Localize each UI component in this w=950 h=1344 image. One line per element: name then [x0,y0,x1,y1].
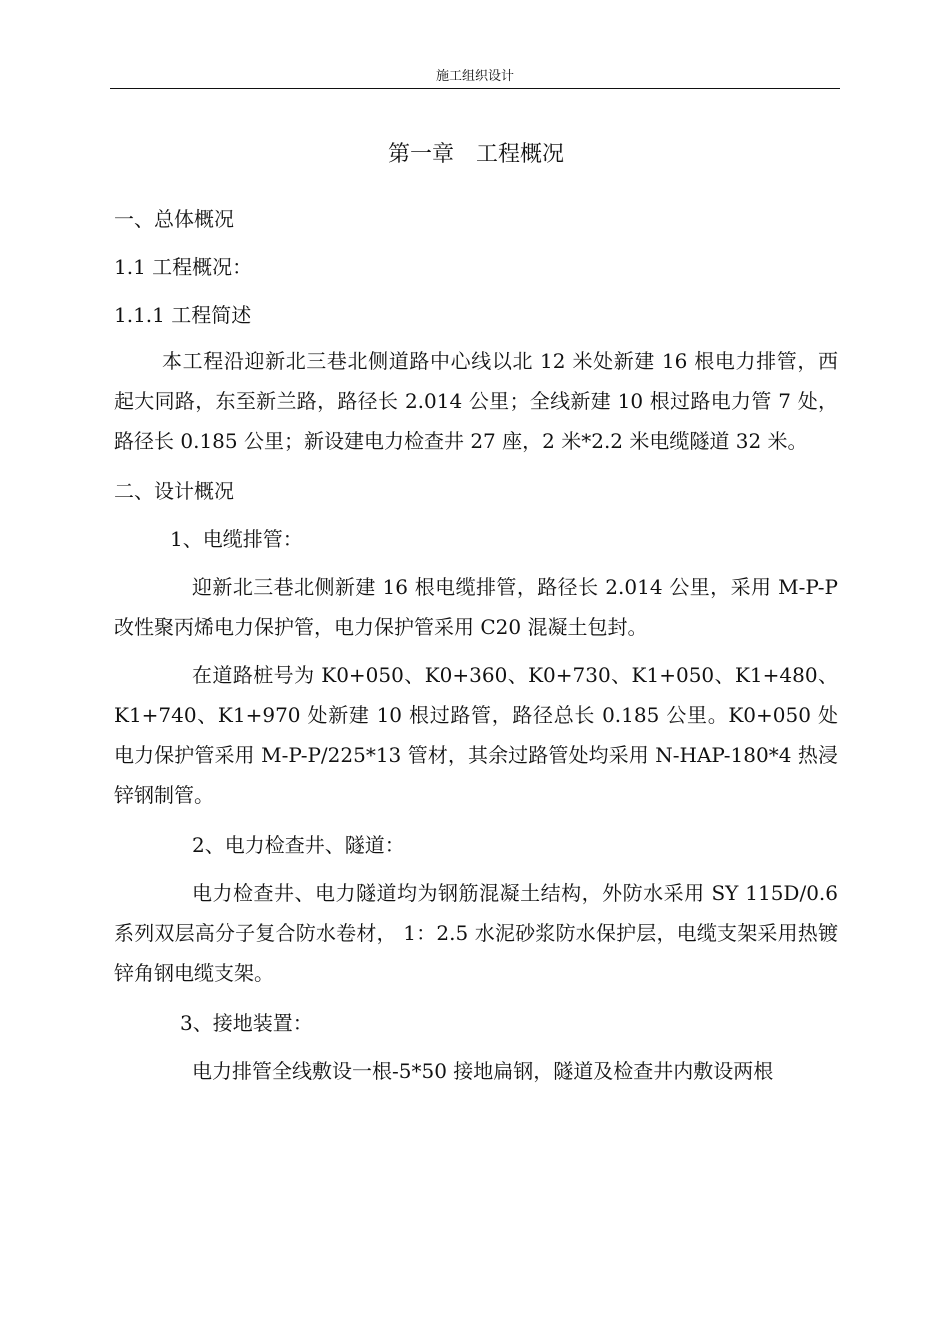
document-body [114,135,838,1099]
section-heading-overview: 一、总体概况 [114,207,234,231]
item-heading-inspection-well: 2、电力检查井、隧道： [192,833,405,857]
paragraph-inspection-well: 电力检查井、电力隧道均为钢筋混凝土结构，外防水采用 SY 115D/0.6 系列双层高分子复合防水卷材， 1：2.5 水泥砂浆防水保护层，电缆支架采用热镀锌角钢电缆支架。 [114,881,838,985]
paragraph-project-summary: 本工程沿迎新北三巷北侧道路中心线以北 12 米处新建 16 根电力排管，西起大同路，东至新兰路，路径长 2.014 公里；全线新建 10 根过路电力管 7 处，路径长 0.185 公里；新设建电力检查井 27 座，2 米*2.2 米电缆隧道 32 米。 [114,349,838,453]
section-heading-design: 二、设计概况 [114,479,234,503]
paragraph-grounding: 电力排管全线敷设一根-5*50 接地扁钢，隧道及检查井内敷设两根 [192,1059,774,1083]
item-heading-grounding: 3、接地装置： [180,1011,313,1035]
subsection-heading-project: 1.1 工程概况： [114,255,253,279]
paragraph-cable-duct-2: 在道路桩号为 K0+050、K0+360、K0+730、K1+050、K1+480、K1+740、K1+970 处新建 10 根过路管，路径总长 0.185 公里。K0+050 处电力保护管采用 M-P-P/225*13 管材，其余过路管处均采用 N-HAP-180*4 热浸锌钢制管。 [114,663,838,807]
item-heading-cable-duct: 1、电缆排管： [170,527,303,551]
paragraph-cable-duct-1: 迎新北三巷北侧新建 16 根电缆排管，路径长 2.014 公里，采用 M-P-P 改性聚丙烯电力保护管，电力保护管采用 C20 混凝土包封。 [114,575,838,639]
chapter-title: 第一章 工程概况 [387,142,564,167]
page-header: 施工组织设计 [435,69,514,84]
header-rule [110,88,840,89]
subsubsection-heading-summary: 1.1.1 工程简述 [114,303,252,327]
